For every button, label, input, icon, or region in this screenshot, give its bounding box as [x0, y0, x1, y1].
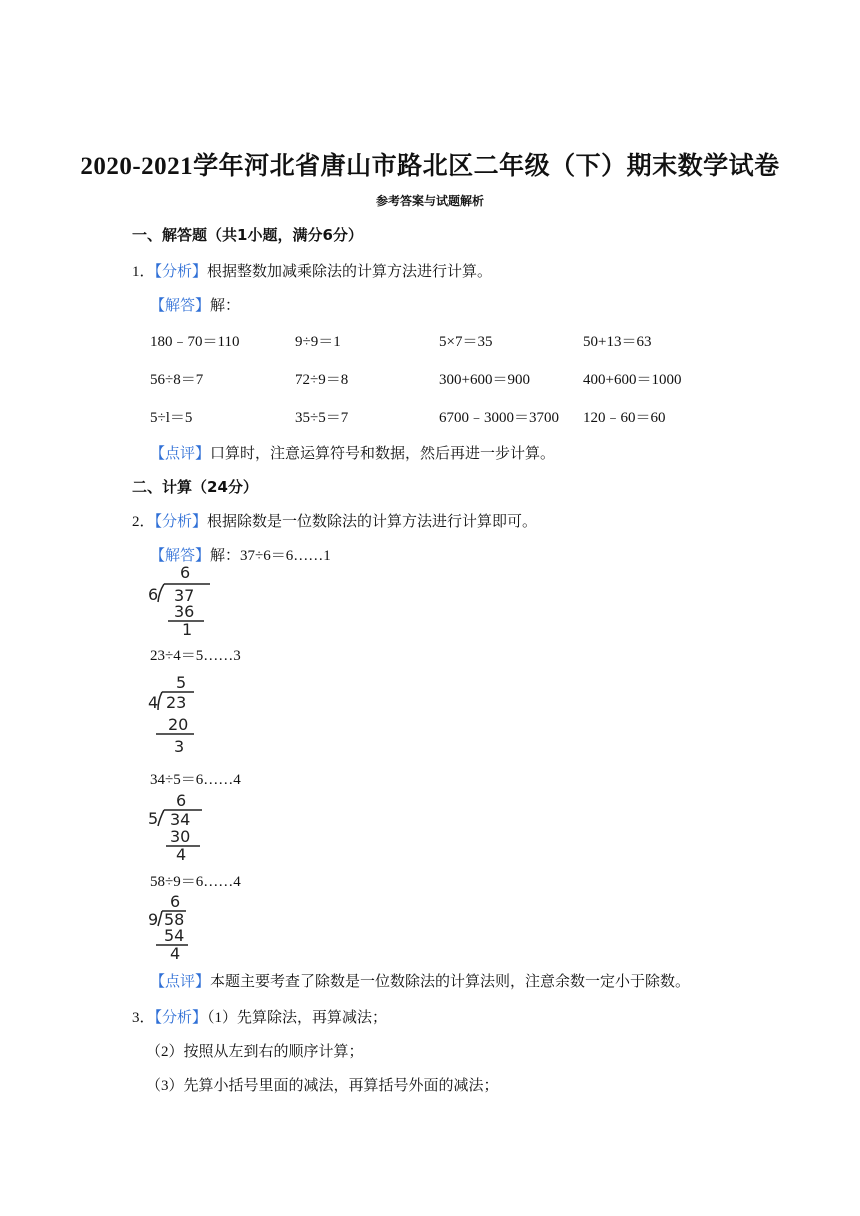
division-divisor: 4	[148, 693, 159, 712]
division-product: 54	[164, 926, 185, 945]
calc-cell: 400+600＝1000	[583, 372, 682, 388]
division-dividend: 37	[174, 586, 195, 605]
answer-text: 解：37÷6＝6……1	[210, 548, 331, 564]
q3-analysis	[132, 1006, 387, 1027]
answer-tag: 【解答】	[150, 298, 211, 314]
division-remainder: 4	[170, 944, 181, 963]
question-number: 1．	[132, 264, 155, 280]
calc-cell: 5÷l＝5	[150, 410, 193, 426]
division-quotient: 5	[176, 673, 187, 692]
q1-comment	[150, 442, 555, 463]
answer-tag: 【解答】	[150, 548, 211, 564]
division-product: 36	[174, 602, 195, 621]
long-division	[146, 790, 210, 864]
calc-cell: 6700﹣3000＝3700	[439, 410, 560, 426]
question-number: 2．	[132, 514, 155, 530]
analysis-tag: 【分析】	[154, 514, 208, 530]
division-quotient: 6	[170, 892, 181, 911]
calc-cell: 9÷9＝1	[295, 334, 341, 350]
calc-cell: 120﹣60＝60	[583, 410, 666, 426]
q3-step-3: （3）先算小括号里面的减法，再算括号外面的减法；	[146, 1078, 499, 1094]
analysis-text: （1）先算除法，再算减法；	[207, 1010, 388, 1026]
division-dividend: 23	[166, 693, 187, 712]
analysis-text: 根据整数加减乘除法的计算方法进行计算。	[207, 264, 493, 280]
division-dividend: 58	[164, 910, 185, 929]
division-quotient: 6	[176, 791, 187, 810]
page-title: 2020-2021学年河北省唐山市路北区二年级（下）期末数学试卷	[80, 153, 780, 180]
analysis-tag: 【分析】	[154, 1010, 208, 1026]
calc-cell: 56÷8＝7	[150, 372, 204, 388]
long-division	[146, 892, 202, 964]
division-divisor: 6	[148, 585, 159, 604]
answer-text: 解：	[210, 298, 241, 314]
division-product: 20	[168, 715, 189, 734]
q2-comment	[150, 970, 690, 991]
long-division	[146, 562, 216, 638]
analysis-tag: 【分析】	[154, 264, 208, 280]
division-dividend: 34	[170, 810, 191, 829]
question-number: 3．	[132, 1010, 155, 1026]
division-remainder: 4	[176, 845, 187, 864]
q1-answer	[150, 294, 240, 315]
comment-text: 口算时，注意运算符号和数据，然后再进一步计算。	[210, 446, 556, 462]
division-divisor: 5	[148, 809, 159, 828]
calc-cell: 35÷5＝7	[295, 410, 349, 426]
division-remainder: 1	[182, 620, 193, 638]
division-remainder: 3	[174, 737, 185, 756]
calc-cell: 180﹣70＝110	[150, 334, 240, 350]
q2-analysis	[132, 510, 537, 531]
division-equation: 34÷5＝6……4	[150, 772, 241, 788]
calc-cell: 5×7＝35	[439, 334, 493, 350]
division-divisor: 9	[148, 910, 159, 929]
division-equation: 58÷9＝6……4	[150, 874, 241, 890]
division-product: 30	[170, 827, 191, 846]
q3-step-2: （2）按照从左到右的顺序计算；	[146, 1044, 364, 1060]
long-division	[146, 670, 206, 758]
division-equation: 23÷4＝5……3	[150, 648, 241, 664]
comment-tag: 【点评】	[150, 446, 211, 462]
calc-cell: 300+600＝900	[439, 372, 530, 388]
section-heading-1: 一、解答题（共1小题，满分6分）	[132, 226, 363, 244]
comment-tag: 【点评】	[150, 974, 211, 990]
analysis-text: 根据除数是一位数除法的计算方法进行计算即可。	[207, 514, 538, 530]
calc-cell: 50+13＝63	[583, 334, 652, 350]
calc-cell: 72÷9＝8	[295, 372, 349, 388]
page-subtitle: 参考答案与试题解析	[375, 194, 484, 208]
comment-text: 本题主要考查了除数是一位数除法的计算法则，注意余数一定小于除数。	[210, 974, 691, 990]
division-quotient: 6	[180, 563, 191, 582]
q1-analysis	[132, 260, 492, 281]
section-heading-2: 二、计算（24分）	[132, 478, 258, 496]
